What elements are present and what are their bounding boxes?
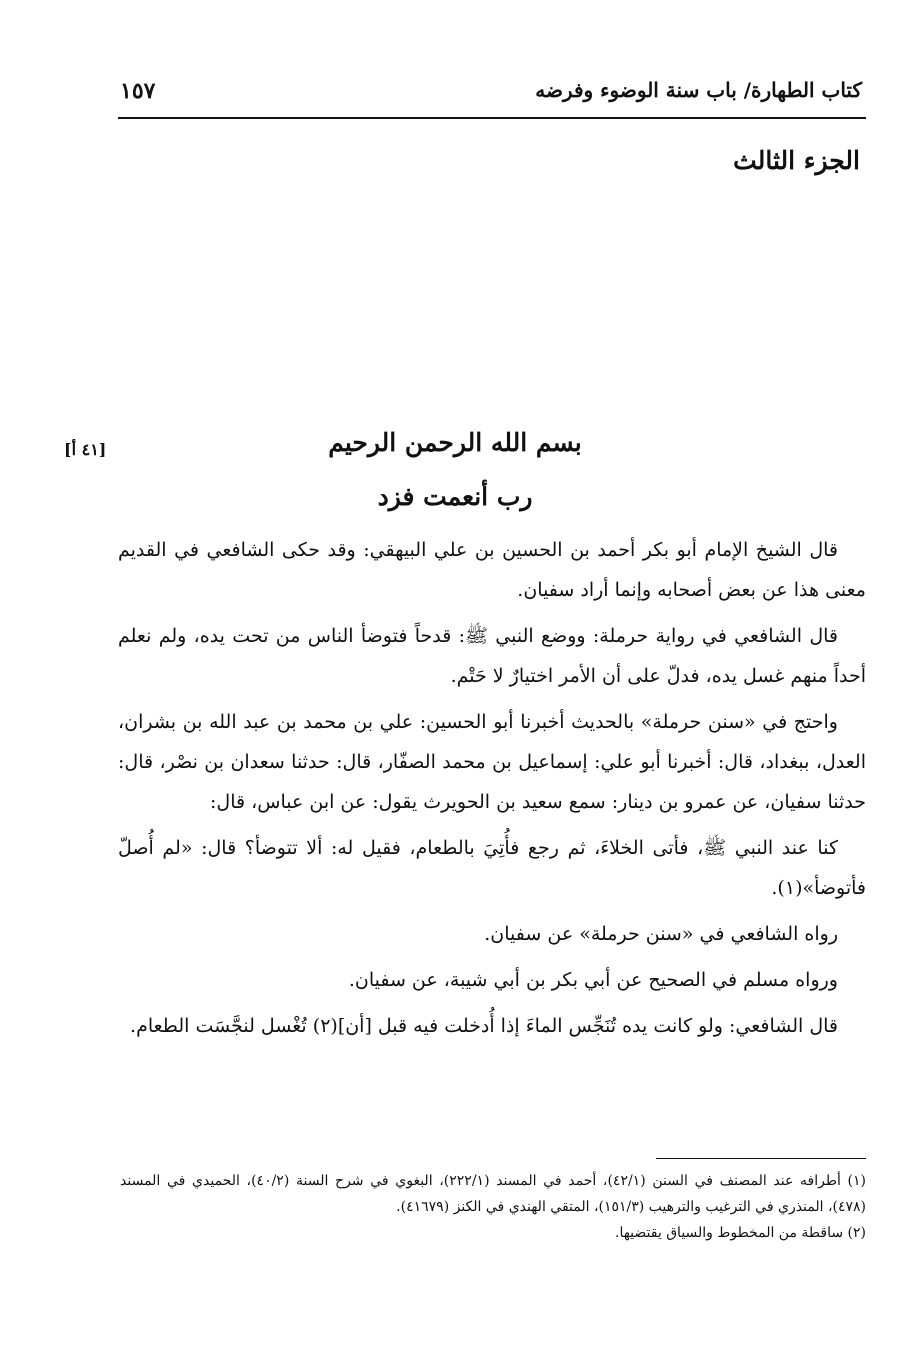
paragraph: واحتج في «سنن حرملة» بالحديث أخبرنا أبو الحسين: علي بن محمد بن عبد الله بن بشران، العدل، ببغداد، قال: أخبرنا أبو علي: إسماعيل بن محمد الصفّار، قال: حدثنا سعدان بن نصْر، قال: حدثنا سفيان، عن عمرو بن دينار: سمع سعيد بن الحويرث يقول: عن ابن عباس، قال: [118,711,866,813]
paragraph: كنا عند النبي ﷺ، فأتى الخلاءَ، ثم رجع فأُتِيَ بالطعام، فقيل له: ألا تتوضأ؟ قال: «لم أُصلّ فأتوضأ»(١). [118,837,866,899]
basmala-heading: بسم الله الرحمن الرحيم [328,428,582,457]
page-number: ١٥٧ [120,78,156,104]
part-title: الجزء الثالث [733,146,860,175]
footnote: (١) أطرافه عند المصنف في السنن (٤٢/١)، أحمد في المسند (٢٢٢/١)، البغوي في شرح السنة (٤٠/٢)، الحميدي في المسند (٤٧٨)، المنذري في الترغيب والترهيب (١٥١/٣)، المتقي الهندي في الكنز (٤١٦٧٩). [120,1173,867,1215]
paragraph: قال الشافعي: ولو كانت يده تُنَجِّس الماءَ إذا أُدخلت فيه قبل [أن](٢) تُغْسل لنجَّسَت الطعام. [130,1015,838,1037]
running-title: كتاب الطهارة/ باب سنة الوضوء وفرضه [535,78,862,102]
paragraph: قال الشافعي في رواية حرملة: ووضع النبي ﷺ: قدحاً فتوضأ الناس من تحت يده، ولم نعلم أحداً منهم غسل يده، فدلّ على أن الأمر اختيارٌ لا حَتْم. [118,625,866,687]
invocation-heading: رب أنعمت فزد [377,482,533,511]
paragraph: قال الشيخ الإمام أبو بكر أحمد بن الحسين بن علي البيهقي: وقد حكى الشافعي في القديم معنى هذا عن بعض أصحابه وإنما أراد سفيان. [118,539,866,601]
header-rule [118,117,866,119]
paragraph: ورواه مسلم في الصحيح عن أبي بكر بن أبي شيبة، عن سفيان. [348,969,838,991]
footnote: (٢) ساقطة من المخطوط والسياق يقتضيها. [615,1225,866,1241]
footnotes [120,1168,866,1246]
running-header [120,72,862,112]
manuscript-folio-reference: [٤١ أ] [64,440,107,459]
footnote-separator [656,1158,866,1159]
main-text [118,530,866,1052]
paragraph: رواه الشافعي في «سنن حرملة» عن سفيان. [484,923,838,945]
